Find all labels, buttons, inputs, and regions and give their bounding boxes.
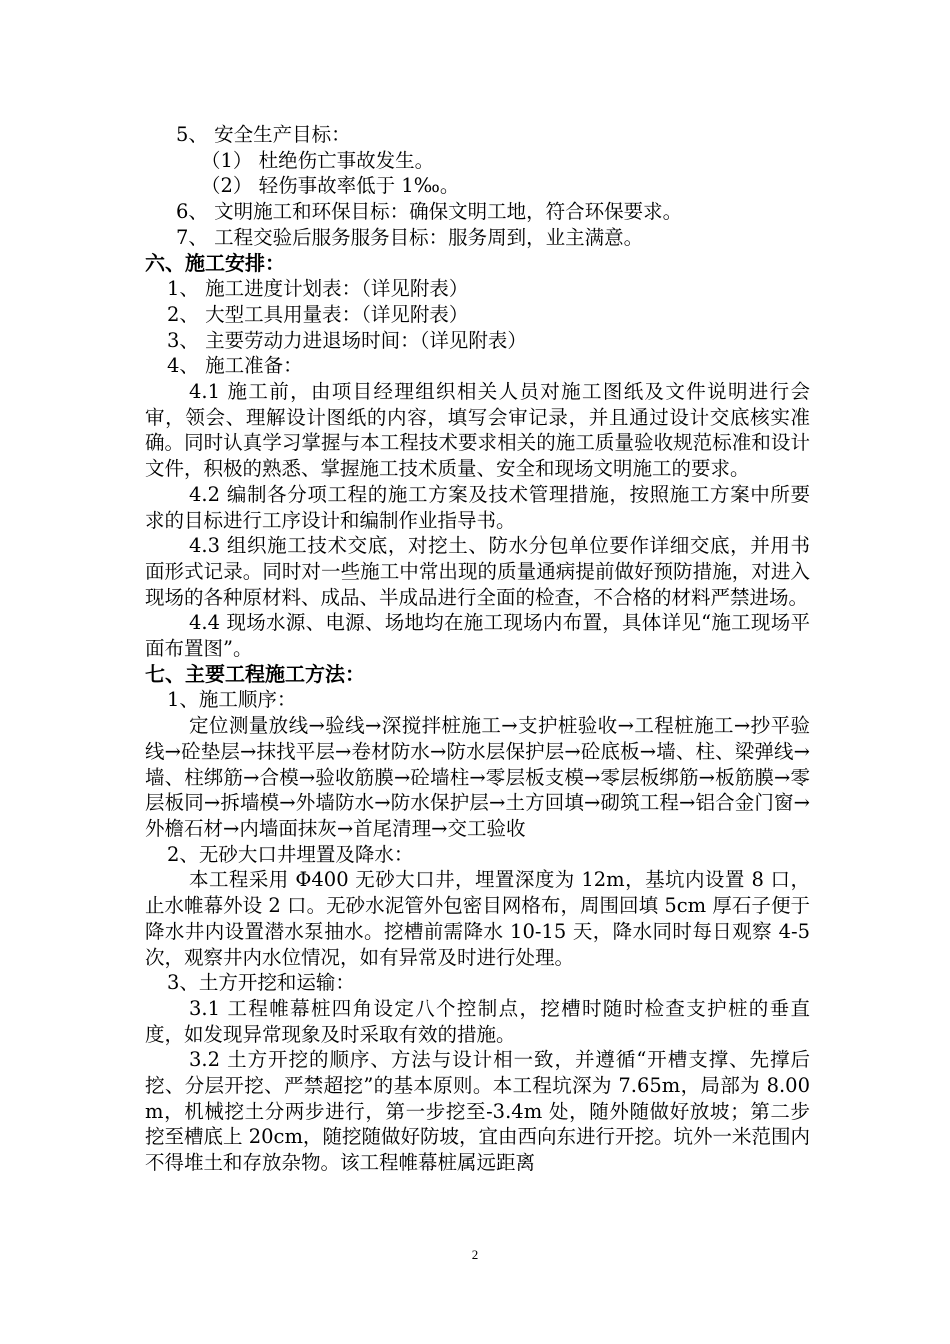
goal-safety-item-1: （1） 杜绝伤亡事故发生。	[201, 148, 435, 172]
method-subheading-3: 3、土方开挖和运输：	[167, 971, 355, 995]
paragraph-3-1: 3.1 工程帷幕桩四角设定八个控制点，挖槽时随时检查支护桩的垂直度，如发现异常现象及时采取有效的措施。	[145, 996, 810, 1046]
construction-sequence: 定位测量放线→验线→深搅拌桩施工→支护桩验收→工程桩施工→抄平验线→砼垫层→抹找平层→卷材防水→防水层保护层→砼底板→墙、柱、梁弹线→墙、柱绑筋→合模→验收筋膜→砼墙柱→零层板支模→零层板绑筋→板筋膜→零层板同→拆墙模→外墙防水→防水保护层→土方回填→砌筑工程→铝合金门窗→外檐石材→内墙面抹灰→首尾清理→交工验收	[145, 714, 810, 840]
goal-safety: 5、 安全生产目标：	[176, 123, 351, 146]
method-subheading-1: 1、施工顺序：	[167, 688, 297, 712]
paragraph-4-3: 4.3 组织施工技术交底，对挖土、防水分包单位要作详细交底，并用书面形式记录。同时对一些施工中常出现的质量通病提前做好预防措施，对进入现场的各种原材料、成品、半成品进行全面的检查，不合格的材料严禁进场。	[145, 534, 810, 609]
arrangement-item-4: 4、 施工准备：	[167, 354, 303, 378]
page-number: 2	[471, 1247, 479, 1262]
section-heading-7: 七、主要工程施工方法：	[145, 661, 365, 686]
arrangement-item-2: 2、 大型工具用量表：（详见附表）	[167, 302, 469, 326]
goal-civilized-construction: 6、 文明施工和环保目标：确保文明工地，符合环保要求。	[176, 200, 683, 224]
paragraph-4-1: 4.1 施工前，由项目经理组织相关人员对施工图纸及文件说明进行会审，领会、理解设计图纸的内容，填写会审记录，并且通过设计交底核实准确。同时认真学习掌握与本工程技术要求相关的施工质量验收规范标准和设计文件，积极的熟悉、掌握施工技术质量、安全和现场文明施工的要求。	[145, 380, 810, 481]
paragraph-4-4: 4.4 现场水源、电源、场地均在施工现场内布置，具体详见“施工现场平面布置图”。	[145, 611, 810, 661]
paragraph-3-2: 3.2 土方开挖的顺序、方法与设计相一致，并遵循“开槽支撑、先撑后挖、分层开挖、严禁超挖”的基本原则。本工程坑深为 7.65m，局部为 8.00m，机械挖土分两步进行，第一步挖至-3.4m 处，随外随做好放坡；第二步挖至槽底上 20cm，随挖随做好防坡，宜由西向东进行开挖。坑外一米范围内不得堆土和存放杂物。该工程帷幕桩属远距离	[145, 1048, 810, 1175]
goal-after-service: 7、 工程交验后服务服务目标：服务周到，业主满意。	[176, 225, 644, 249]
paragraph-4-2: 4.2 编制各分项工程的施工方案及技术管理措施，按照施工方案中所要求的目标进行工序设计和编制作业指导书。	[145, 482, 810, 532]
document-body	[145, 122, 810, 1176]
goal-safety-item-2: （2） 轻伤事故率低于 1‰。	[201, 174, 460, 198]
arrangement-item-1: 1、 施工进度计划表：（详见附表）	[167, 277, 469, 301]
section-heading-6: 六、施工安排：	[145, 250, 285, 275]
dewatering-paragraph: 本工程采用 Φ400 无砂大口井，埋置深度为 12m，基坑内设置 8 口，止水帷幕外设 2 口。无砂水泥管外包密目网格布，周围回填 5cm 厚石子便于降水井内设置潜水泵抽水。挖槽前需降水 10-15 天，降水同时每日观察 4-5 次，观察井内水位情况，如有异常及时进行处理。	[145, 868, 810, 969]
arrangement-item-3: 3、 主要劳动力进退场时间：（详见附表）	[167, 328, 527, 352]
method-subheading-2: 2、无砂大口井埋置及降水：	[167, 842, 414, 866]
